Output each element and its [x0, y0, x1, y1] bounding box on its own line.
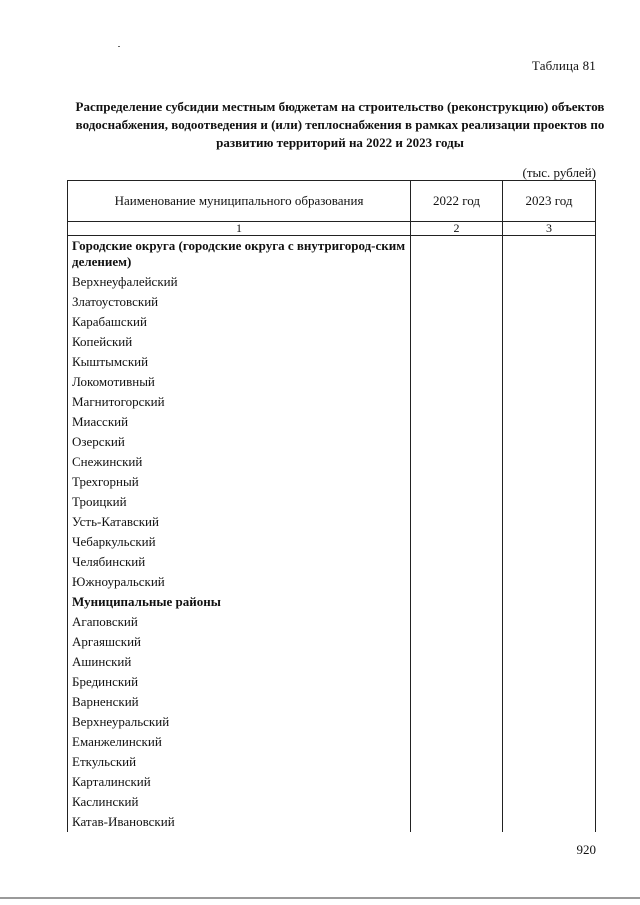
value-2022-cell: [411, 432, 503, 452]
municipality-name: Карабашский: [68, 312, 411, 332]
municipality-name: Снежинский: [68, 452, 411, 472]
table-row: [68, 472, 596, 492]
value-2023-cell: [503, 652, 596, 672]
municipality-name: Еткульский: [68, 752, 411, 772]
value-2022-cell: [411, 512, 503, 532]
municipality-name: Локомотивный: [68, 372, 411, 392]
units-label: (тыс. рублей): [522, 165, 596, 180]
table-number-label: Таблица 81: [531, 58, 596, 73]
value-2022-cell: [411, 552, 503, 572]
municipality-name: Еманжелинский: [68, 732, 411, 752]
column-header-2022: 2022 год: [411, 181, 503, 222]
value-2022-cell: [411, 492, 503, 512]
table-row: [68, 752, 596, 772]
table-header-row: [68, 181, 596, 222]
municipality-name: Озерский: [68, 432, 411, 452]
table-row: [68, 672, 596, 692]
value-2023-cell: [503, 272, 596, 292]
municipality-name: Карталинский: [68, 772, 411, 792]
scan-bottom-edge: [0, 897, 640, 899]
value-2023-cell: [503, 772, 596, 792]
value-2022-cell: [411, 292, 503, 312]
table-row: [68, 512, 596, 532]
value-2023-cell: [503, 712, 596, 732]
column-number-row: [68, 222, 596, 236]
value-2023-cell: [503, 372, 596, 392]
section-header-row: [68, 592, 596, 612]
municipality-name: Южноуральский: [68, 572, 411, 592]
municipality-name: Варненский: [68, 692, 411, 712]
table-row: [68, 272, 596, 292]
table-row: [68, 772, 596, 792]
value-2023-cell: [503, 332, 596, 352]
table-row: [68, 732, 596, 752]
municipality-name: Златоустовский: [68, 292, 411, 312]
municipality-name: Аргаяшский: [68, 632, 411, 652]
value-2023-cell: [503, 792, 596, 812]
table-row: [68, 292, 596, 312]
table-row: [68, 812, 596, 832]
value-2022-cell: [411, 452, 503, 472]
value-2022-cell: [411, 332, 503, 352]
value-2022-cell: [411, 692, 503, 712]
value-2022-cell: [411, 712, 503, 732]
column-header-2023: 2023 год: [503, 181, 596, 222]
municipality-name: Катав-Ивановский: [68, 812, 411, 832]
value-2023-cell: [503, 412, 596, 432]
document-title: Распределение субсидии местным бюджетам на строительство (реконструкцию) объектов водоснабжения, водоотведения и (или) теплоснабжения в рамках реализации проектов по развитию территорий на 2022 и 2023 годы: [75, 99, 605, 150]
municipality-name: Копейский: [68, 332, 411, 352]
municipality-name: Троицкий: [68, 492, 411, 512]
table-row: [68, 652, 596, 672]
value-2023-cell: [503, 672, 596, 692]
municipality-name: Трехгорный: [68, 472, 411, 492]
table-row: [68, 412, 596, 432]
column-header-municipality: Наименование муниципального образования: [68, 181, 411, 222]
value-2023-cell: [503, 552, 596, 572]
value-2022-cell: [411, 236, 503, 273]
value-2022-cell: [411, 532, 503, 552]
value-2023-cell: [503, 612, 596, 632]
table-row: [68, 312, 596, 332]
value-2023-cell: [503, 732, 596, 752]
table-row: [68, 552, 596, 572]
value-2022-cell: [411, 472, 503, 492]
table-row: [68, 372, 596, 392]
table-row: [68, 712, 596, 732]
table-row: [68, 612, 596, 632]
value-2023-cell: [503, 512, 596, 532]
value-2023-cell: [503, 392, 596, 412]
municipality-name: Миасский: [68, 412, 411, 432]
table-row: [68, 452, 596, 472]
section-title: Муниципальные районы: [68, 592, 411, 612]
table-row: [68, 352, 596, 372]
value-2022-cell: [411, 352, 503, 372]
column-number-1: 1: [68, 222, 411, 236]
value-2022-cell: [411, 592, 503, 612]
value-2022-cell: [411, 672, 503, 692]
value-2023-cell: [503, 452, 596, 472]
table-body: [68, 236, 596, 833]
value-2022-cell: [411, 572, 503, 592]
table-row: [68, 632, 596, 652]
value-2023-cell: [503, 292, 596, 312]
table-row: [68, 692, 596, 712]
municipality-name: Каслинский: [68, 792, 411, 812]
value-2022-cell: [411, 652, 503, 672]
table-row: [68, 532, 596, 552]
municipality-name: Верхнеуральский: [68, 712, 411, 732]
municipality-name: Магнитогорский: [68, 392, 411, 412]
section-title: Городские округа (городские округа с внутригород-ским делением): [68, 236, 411, 273]
table-row: [68, 332, 596, 352]
table-row: [68, 432, 596, 452]
value-2023-cell: [503, 572, 596, 592]
value-2023-cell: [503, 312, 596, 332]
value-2023-cell: [503, 472, 596, 492]
value-2023-cell: [503, 352, 596, 372]
municipality-name: Брединский: [68, 672, 411, 692]
value-2022-cell: [411, 732, 503, 752]
municipality-name: Чебаркульский: [68, 532, 411, 552]
municipality-name: Усть-Катавский: [68, 512, 411, 532]
value-2023-cell: [503, 692, 596, 712]
value-2022-cell: [411, 372, 503, 392]
value-2023-cell: [503, 492, 596, 512]
page-number: 920: [576, 842, 596, 857]
column-number-3: 3: [503, 222, 596, 236]
municipality-name: Кыштымский: [68, 352, 411, 372]
value-2023-cell: [503, 236, 596, 273]
value-2023-cell: [503, 752, 596, 772]
table-row: [68, 492, 596, 512]
section-header-row: [68, 236, 596, 273]
value-2022-cell: [411, 612, 503, 632]
scan-artifact: [118, 46, 120, 47]
table-row: [68, 572, 596, 592]
value-2023-cell: [503, 532, 596, 552]
value-2022-cell: [411, 312, 503, 332]
table-row: [68, 392, 596, 412]
value-2023-cell: [503, 632, 596, 652]
value-2023-cell: [503, 812, 596, 832]
column-number-2: 2: [411, 222, 503, 236]
value-2022-cell: [411, 632, 503, 652]
subsidy-table: [67, 180, 596, 832]
value-2022-cell: [411, 272, 503, 292]
value-2023-cell: [503, 592, 596, 612]
value-2022-cell: [411, 772, 503, 792]
municipality-name: Агаповский: [68, 612, 411, 632]
table-row: [68, 792, 596, 812]
value-2022-cell: [411, 792, 503, 812]
municipality-name: Верхнеуфалейский: [68, 272, 411, 292]
value-2022-cell: [411, 752, 503, 772]
value-2022-cell: [411, 392, 503, 412]
value-2023-cell: [503, 432, 596, 452]
value-2022-cell: [411, 412, 503, 432]
value-2022-cell: [411, 812, 503, 832]
municipality-name: Ашинский: [68, 652, 411, 672]
municipality-name: Челябинский: [68, 552, 411, 572]
